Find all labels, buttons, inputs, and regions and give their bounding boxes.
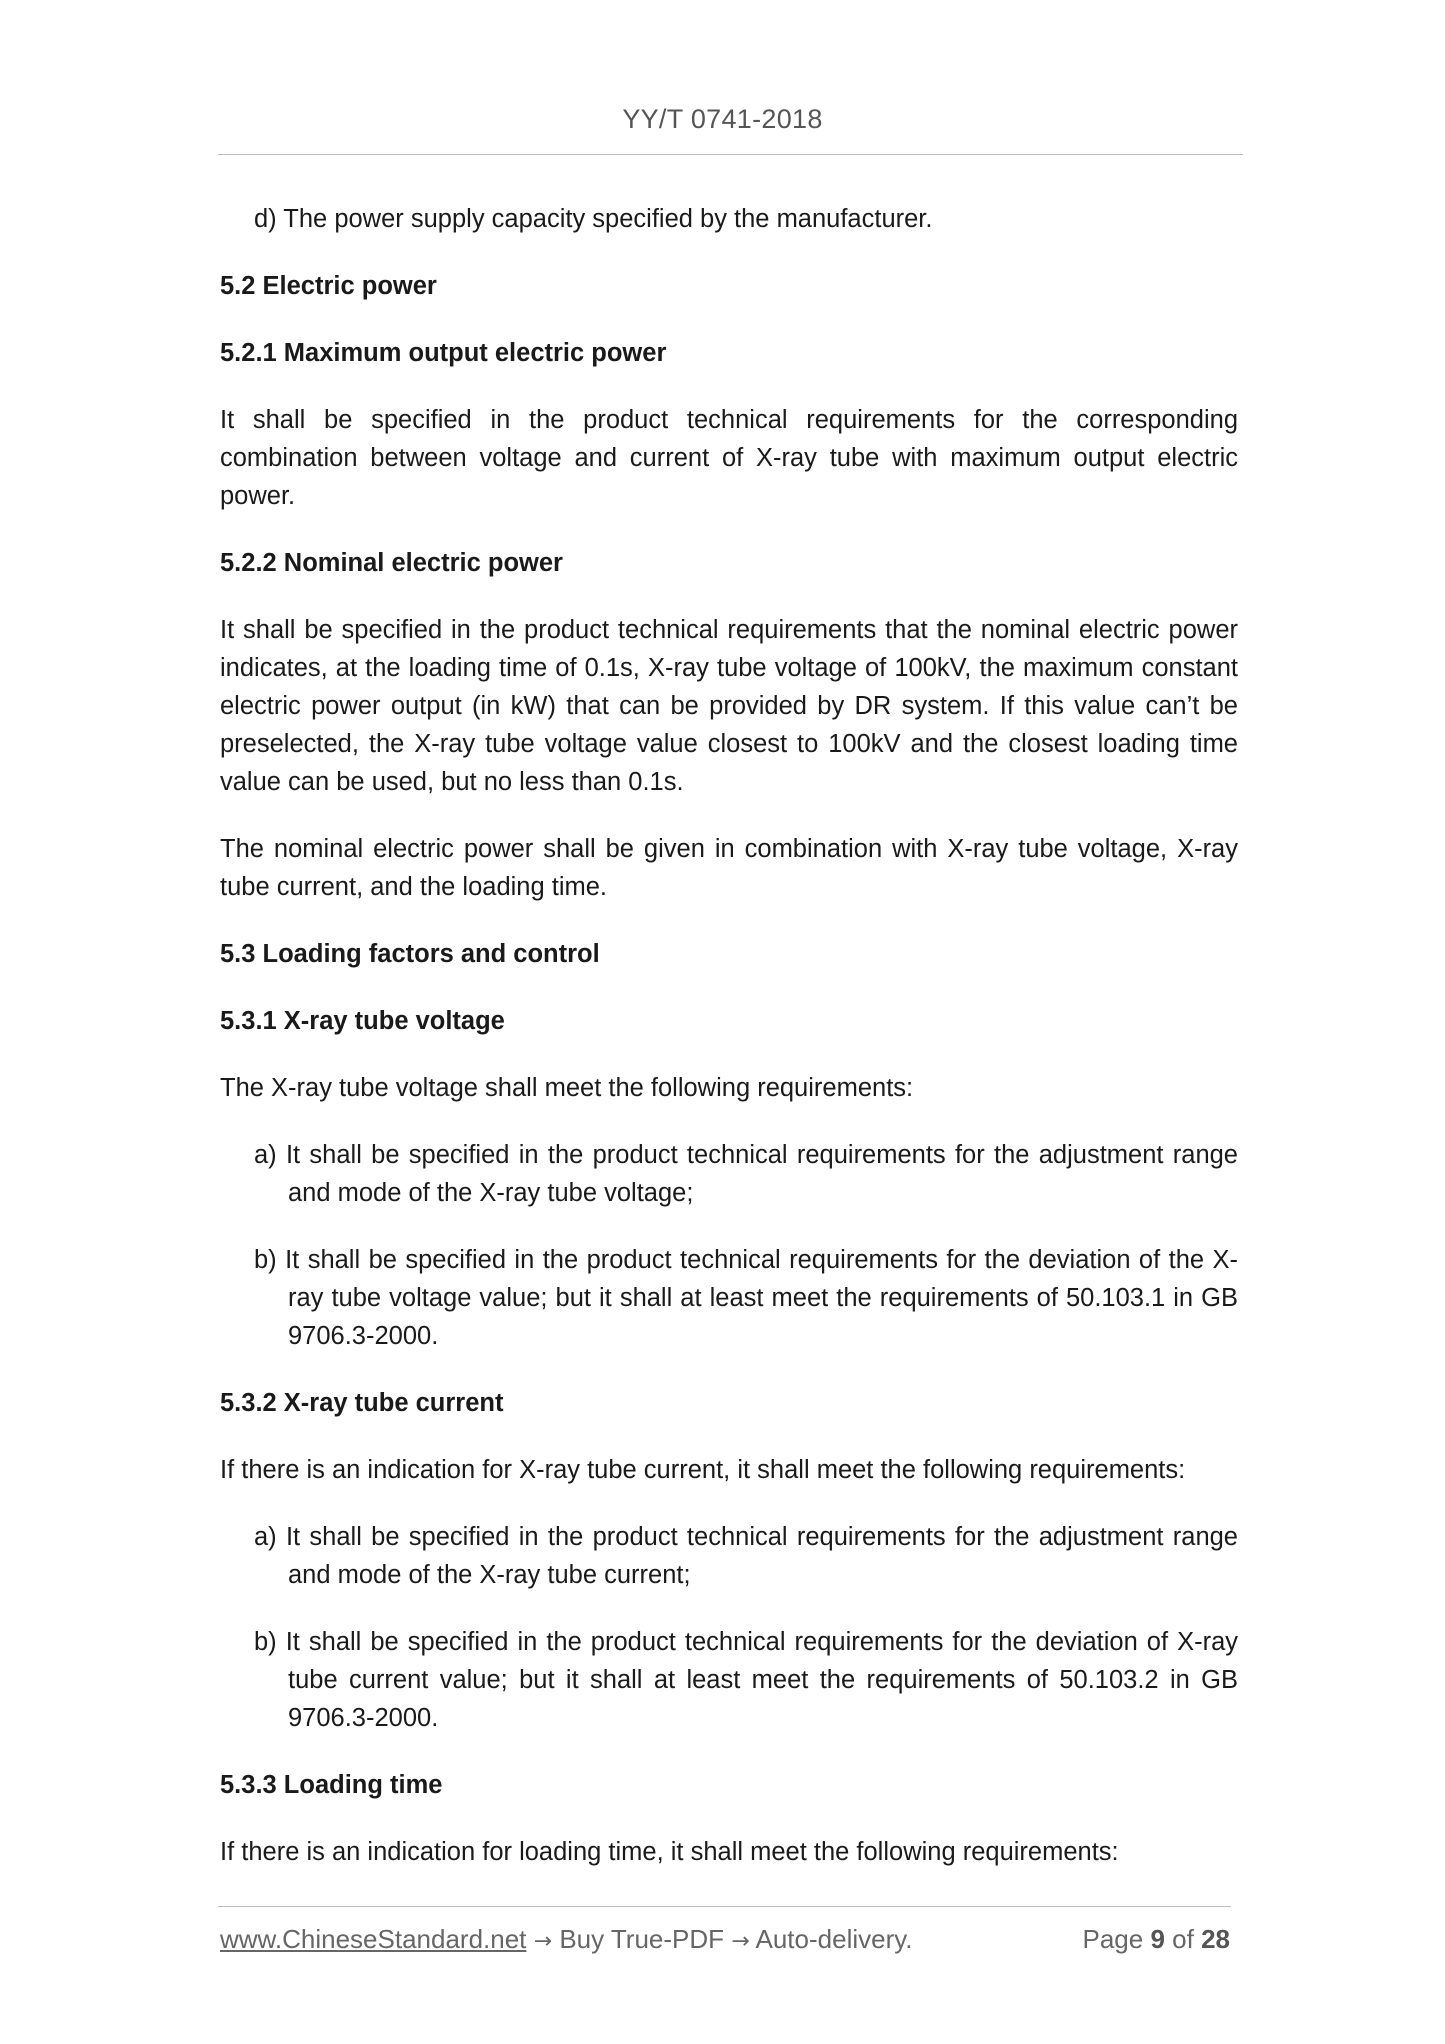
buy-true-pdf-text: Buy True-PDF	[559, 1924, 725, 1954]
arrow-right-icon: →	[731, 1929, 750, 1954]
page-number-indicator	[1082, 1924, 1230, 1955]
footer-promo	[220, 1924, 913, 1955]
paragraph-5-2-2-b: The nominal electric power shall be given in combination with X-ray tube voltage, X-ray tube current, and the loading time.	[220, 835, 1238, 901]
list-item-d: d) The power supply capacity specified by the manufacturer.	[254, 205, 933, 233]
list-item-5-3-1-a: a) It shall be specified in the product technical requirements for the adjustment range and mode of the X-ray tube voltage;	[254, 1141, 1238, 1207]
heading-5-3: 5.3 Loading factors and control	[220, 940, 600, 968]
page-label: Page	[1082, 1924, 1144, 1954]
heading-5-2-2: 5.2.2 Nominal electric power	[220, 549, 563, 577]
paragraph-5-3-2: If there is an indication for X-ray tube current, it shall meet the following requirements:	[220, 1456, 1186, 1484]
document-body	[220, 200, 1238, 1900]
footer-divider	[218, 1906, 1231, 1907]
chinese-standard-link[interactable]: www.ChineseStandard.net	[220, 1924, 527, 1954]
paragraph-5-2-2-a: It shall be specified in the product technical requirements that the nominal electric power indicates, at the loading time of 0.1s, X-ray tube voltage of 100kV, the maximum constant electric power output (in kW) that can be provided by DR system. If this value can’t be preselected, the X-ray tube voltage value closest to 100kV and the closest loading time value can be used, but no less than 0.1s.	[220, 616, 1238, 796]
page-footer	[220, 1924, 1230, 1964]
heading-5-3-3: 5.3.3 Loading time	[220, 1771, 443, 1799]
heading-5-3-2: 5.3.2 X-ray tube current	[220, 1389, 504, 1417]
document-header-title: YY/T 0741-2018	[622, 104, 823, 134]
heading-5-2-1: 5.2.1 Maximum output electric power	[220, 339, 667, 367]
total-pages-number: 28	[1201, 1924, 1230, 1954]
arrow-right-icon: →	[533, 1929, 553, 1954]
list-item-5-3-2-b: b) It shall be specified in the product technical requirements for the deviation of X-ray tube current value; but it shall at least meet the requirements of 50.103.2 in GB 9706.3-2000.	[254, 1628, 1238, 1732]
paragraph-5-3-1: The X-ray tube voltage shall meet the following requirements:	[220, 1074, 914, 1102]
heading-5-3-1: 5.3.1 X-ray tube voltage	[220, 1007, 505, 1035]
list-item-5-3-2-a: a) It shall be specified in the product technical requirements for the adjustment range and mode of the X-ray tube current;	[254, 1523, 1238, 1589]
paragraph-5-2-1: It shall be specified in the product technical requirements for the corresponding combination between voltage and current of X-ray tube with maximum output electric power.	[220, 406, 1238, 510]
heading-5-2: 5.2 Electric power	[220, 272, 437, 300]
header-divider	[218, 154, 1243, 155]
current-page-number: 9	[1150, 1924, 1165, 1954]
of-label: of	[1172, 1924, 1194, 1954]
auto-delivery-text: Auto-delivery.	[755, 1924, 913, 1954]
paragraph-5-3-3: If there is an indication for loading time, it shall meet the following requirements:	[220, 1838, 1119, 1866]
list-item-5-3-1-b: b) It shall be specified in the product technical requirements for the deviation of the X-ray tube voltage value; but it shall at least meet the requirements of 50.103.1 in GB 9706.3-2000.	[254, 1246, 1238, 1350]
